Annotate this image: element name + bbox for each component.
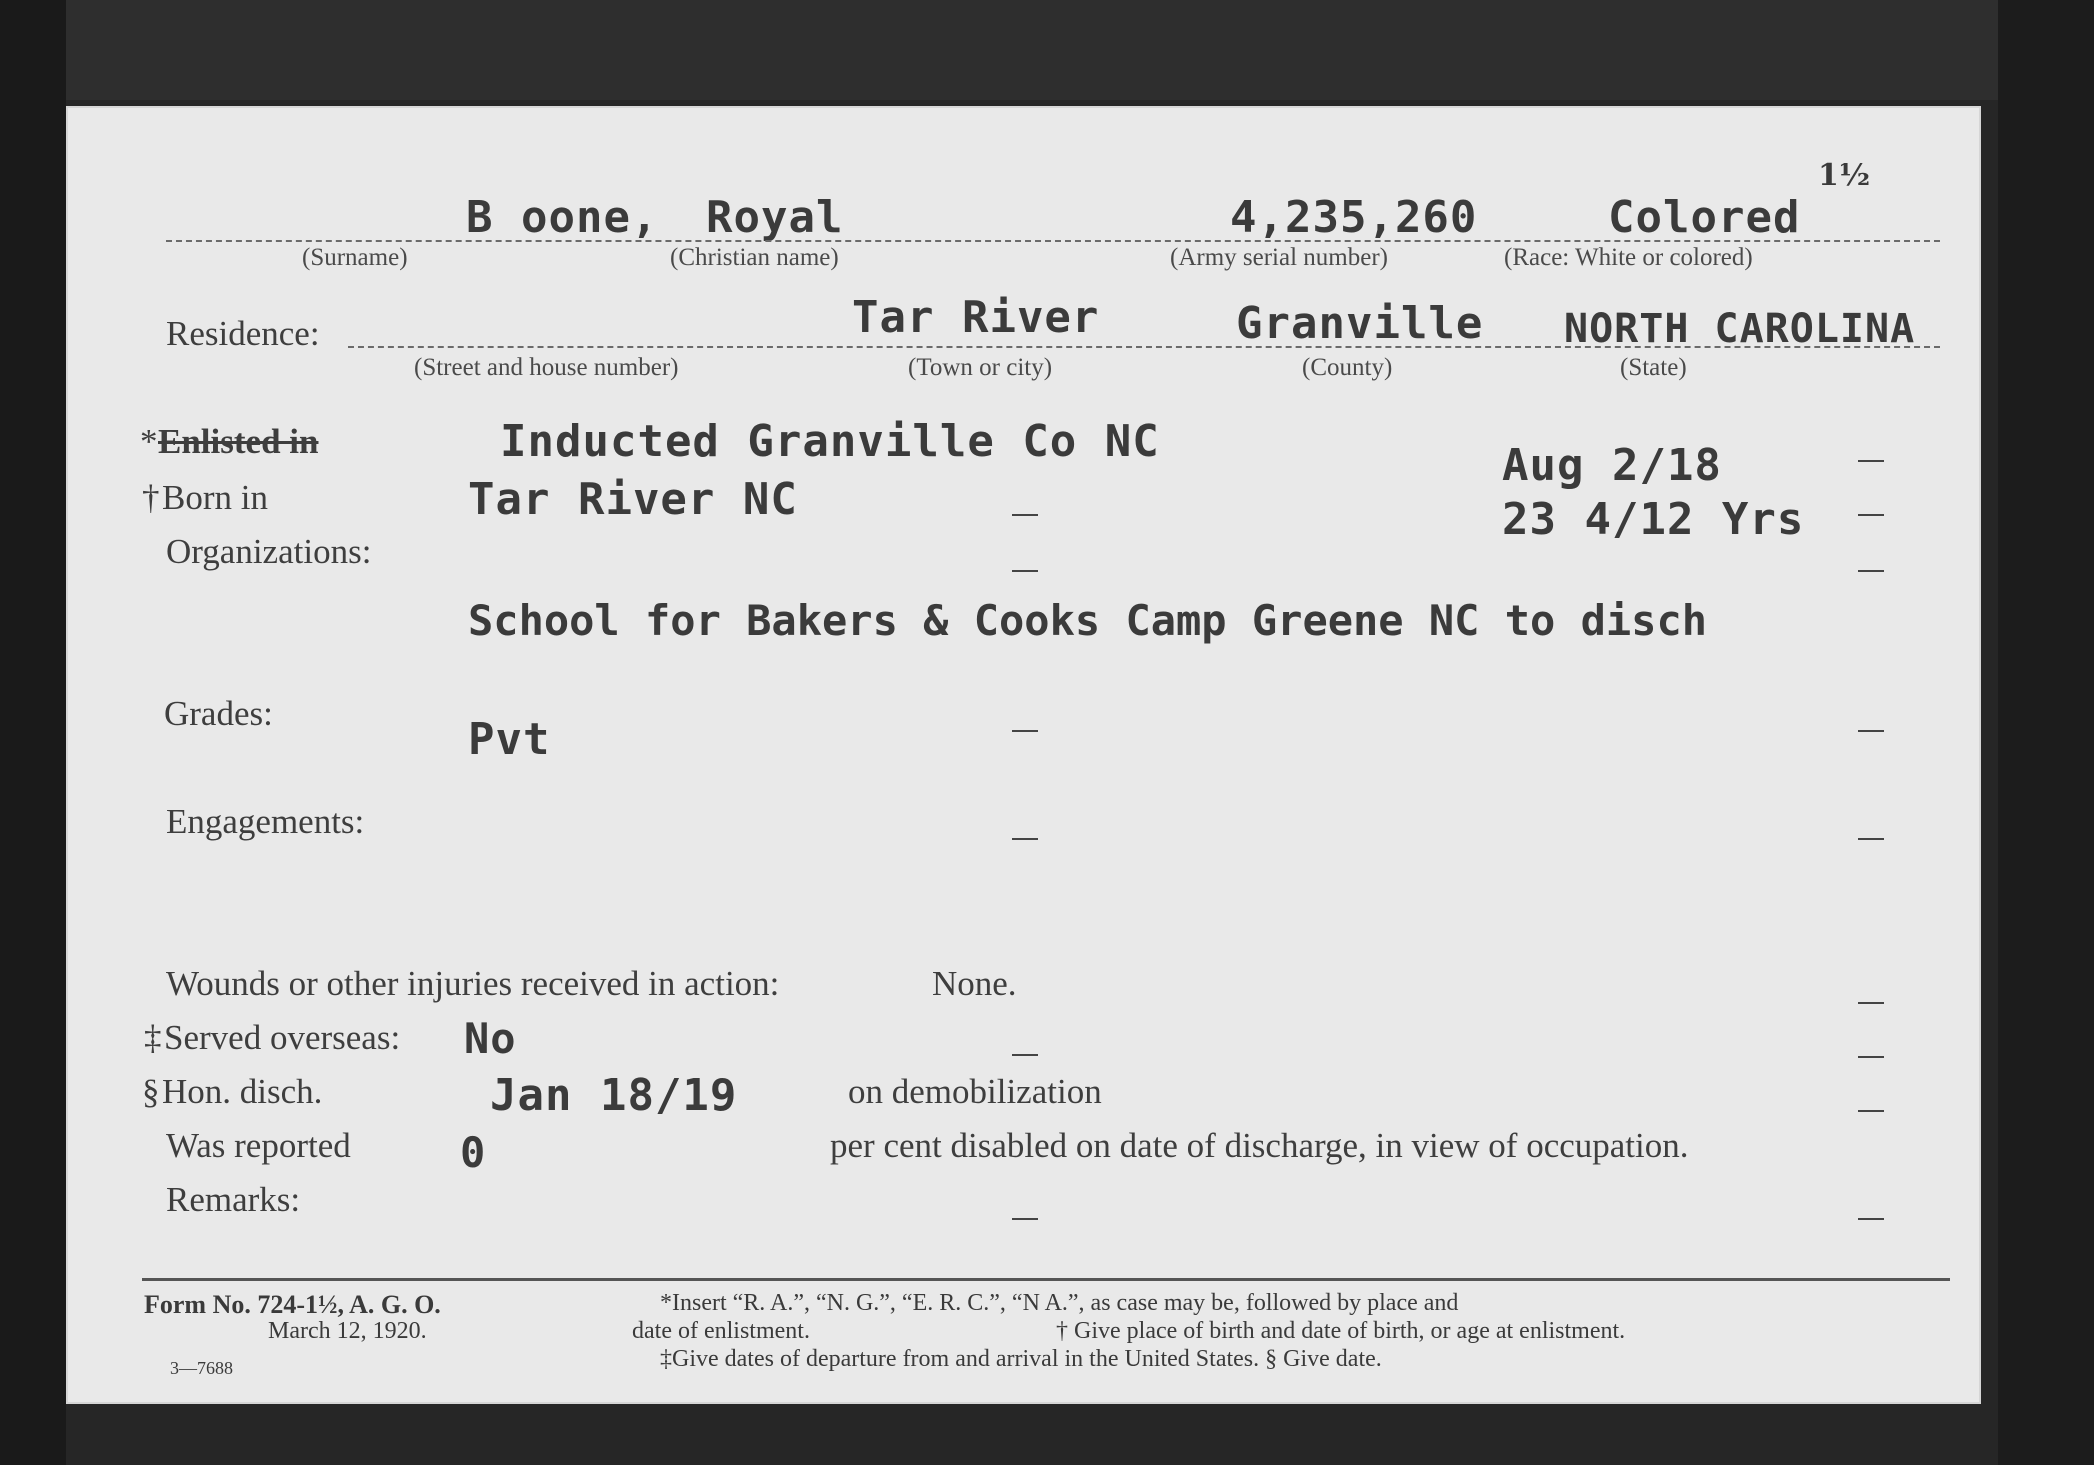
serial-number-value: 4,235,260 bbox=[1230, 192, 1478, 243]
residence-town: Tar River bbox=[852, 292, 1100, 343]
street-caption: (Street and house number) bbox=[414, 354, 679, 381]
enlisted-label: Enlisted in bbox=[158, 422, 319, 461]
footnote-enlistment-cont: date of enlistment. bbox=[632, 1318, 810, 1344]
overseas-label: Served overseas: bbox=[164, 1018, 401, 1057]
overseas-marker: ‡ bbox=[144, 1018, 162, 1057]
race-caption: (Race: White or colored) bbox=[1504, 244, 1753, 271]
form-number: Form No. 724-1½, A. G. O. bbox=[144, 1290, 441, 1319]
county-caption: (County) bbox=[1302, 354, 1393, 381]
disability-percent: 0 bbox=[460, 1128, 487, 1177]
serial-caption: (Army serial number) bbox=[1170, 244, 1388, 271]
organizations-mid-dash bbox=[1012, 570, 1038, 572]
age-value: 23 4/12 Yrs bbox=[1502, 494, 1805, 545]
residence-county: Granville bbox=[1236, 298, 1484, 349]
print-code: 3—7688 bbox=[170, 1358, 233, 1378]
footnote-enlistment: *Insert “R. A.”, “N. G.”, “E. R. C.”, “N A.”, as case may be, followed by place and bbox=[660, 1290, 1459, 1316]
town-caption: (Town or city) bbox=[908, 354, 1053, 381]
wounds-dash bbox=[1858, 1002, 1884, 1004]
overseas-mid-dash bbox=[1012, 1054, 1038, 1056]
discharge-reason: on demobilization bbox=[848, 1072, 1102, 1111]
discharge-label: Hon. disch. bbox=[162, 1072, 323, 1111]
residence-label: Residence: bbox=[166, 314, 320, 353]
disability-text: per cent disabled on date of discharge, in view of occupation. bbox=[830, 1126, 1689, 1165]
footer-rule bbox=[142, 1278, 1950, 1281]
discharge-date: Jan 18/19 bbox=[490, 1070, 738, 1121]
engagements-dash bbox=[1858, 838, 1884, 840]
enlisted-marker: * bbox=[140, 422, 158, 461]
born-mid-dash bbox=[1012, 514, 1038, 516]
race-value: Colored bbox=[1608, 192, 1801, 243]
wounds-value: None. bbox=[932, 964, 1017, 1003]
surname-caption: (Surname) bbox=[302, 244, 408, 271]
remarks-label: Remarks: bbox=[166, 1180, 301, 1219]
name-line bbox=[166, 240, 1940, 242]
enlisted-date: Aug 2/18 bbox=[1502, 440, 1722, 491]
service-record-card bbox=[66, 106, 1981, 1404]
remarks-mid-dash bbox=[1012, 1218, 1038, 1220]
birthplace-value: Tar River NC bbox=[468, 474, 798, 525]
scanner-background-left bbox=[0, 0, 66, 1465]
grades-label: Grades: bbox=[164, 694, 273, 733]
enlisted-value: Inducted Granville Co NC bbox=[500, 416, 1160, 467]
christian-name-caption: (Christian name) bbox=[670, 244, 839, 271]
born-label: Born in bbox=[162, 478, 268, 517]
born-marker: † bbox=[142, 478, 160, 517]
overseas-value: No bbox=[464, 1014, 517, 1063]
footnote-overseas: ‡Give dates of departure from and arrival in the United States. § Give date. bbox=[660, 1346, 1382, 1372]
grades-dash bbox=[1858, 730, 1884, 732]
corner-code: 1½ bbox=[1818, 158, 1871, 193]
scanner-background-top bbox=[0, 0, 2094, 100]
overseas-dash bbox=[1858, 1056, 1884, 1058]
remarks-dash bbox=[1858, 1218, 1884, 1220]
discharge-marker: § bbox=[142, 1072, 160, 1111]
born-dash bbox=[1858, 514, 1884, 516]
christian-name-value: Royal bbox=[706, 192, 844, 243]
organizations-value: School for Bakers & Cooks Camp Greene NC to disch bbox=[468, 596, 1708, 645]
organizations-dash bbox=[1858, 570, 1884, 572]
engagements-label: Engagements: bbox=[166, 802, 365, 841]
residence-line bbox=[348, 346, 1940, 348]
enlisted-dash bbox=[1858, 460, 1884, 462]
wounds-label: Wounds or other injuries received in action: bbox=[166, 964, 780, 1003]
organizations-label: Organizations: bbox=[166, 532, 372, 571]
grades-mid-dash bbox=[1012, 730, 1038, 732]
grade-value: Pvt bbox=[468, 714, 551, 765]
state-caption: (State) bbox=[1620, 354, 1687, 381]
form-date: March 12, 1920. bbox=[268, 1318, 427, 1344]
discharge-dash bbox=[1858, 1110, 1884, 1112]
footnote-birth: † Give place of birth and date of birth, or age at enlistment. bbox=[1056, 1318, 1626, 1344]
surname-value: B oone, bbox=[466, 192, 659, 243]
reported-label: Was reported bbox=[166, 1126, 351, 1165]
residence-state: NORTH CAROLINA bbox=[1564, 306, 1916, 352]
scanner-background-right bbox=[1998, 0, 2094, 1465]
engagements-mid-dash bbox=[1012, 838, 1038, 840]
